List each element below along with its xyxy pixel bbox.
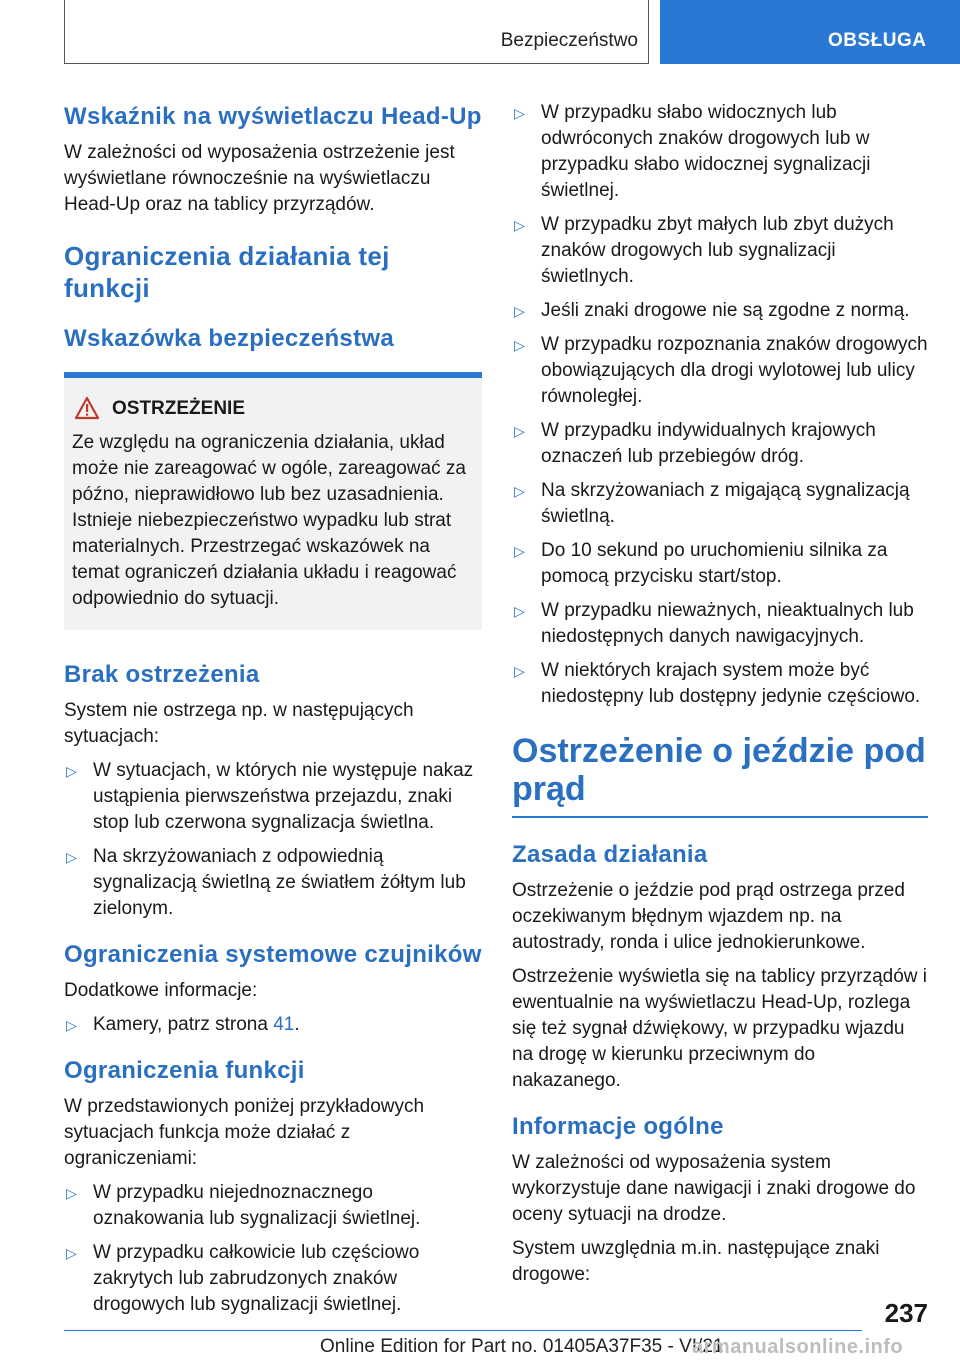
header-section-title: Bezpieczeństwo [500, 30, 638, 51]
list-item: ▷ Na skrzyżowaniach z odpowiednią sygnalizacją świetlną ze światłem żółtym lub zielonym. [66, 846, 466, 919]
list-item: ▷ Jeśli znaki drogowe nie są zgodne z normą. [512, 298, 928, 324]
heading-principle: Zasada działania [512, 841, 708, 868]
list-item: ▷ Do 10 sekund po uruchomieniu silnika za pomocą przycisku start/stop. [514, 540, 888, 587]
heading-headup: Wskaźnik na wyświetlaczu Head-Up [64, 103, 482, 130]
paragraph-sensors: Dodatkowe informacje: [64, 980, 258, 1001]
list-item: ▷ W przypadku nieważnych, nieaktualnych lub niedostępnych danych nawigacyjnych. [514, 600, 914, 647]
list-item: ▷ W sytuacjach, w których nie występuje nakaz ustąpienia pierwszeństwa przejazdu, znaki stop lub czerwona sygnalizacja świetlna. [66, 760, 474, 833]
list-item: ▷ W przypadku rozpoznania znaków drogowych obowiązujących dla drogi wylotowej lub ulicy równoległej. [514, 334, 928, 407]
heading-general: Informacje ogólne [512, 1113, 724, 1140]
paragraph-general-1: W zależności od wyposażenia system wykorzystuje dane nawigacji i znaki drogowe do oceny sytuacji na drodze. [512, 1152, 916, 1225]
list-item: ▷ W przypadku indywidualnych krajowych oznaczeń lub przebiegów dróg. [514, 420, 876, 467]
paragraph-general-2: System uwzględnia m.in. następujące znaki drogowe: [512, 1238, 880, 1285]
page-link-41[interactable]: 41 [273, 1014, 295, 1035]
heading-safety: Wskazówka bezpieczeństwa [64, 325, 394, 352]
footer-rule [64, 1330, 862, 1331]
list-sensors [64, 1012, 482, 1038]
bullet-triangle-icon: ▷ [514, 423, 525, 439]
chapter-title: Ostrzeżenie o jeździe pod prąd [512, 732, 926, 808]
heading-function-limits: Ograniczenia funkcji [64, 1057, 305, 1084]
heading-limits: Ograniczenia działania tej funkcji [64, 241, 390, 303]
bullet-triangle-icon: ▷ [514, 217, 525, 233]
heading-no-warning: Brak ostrzeżenia [64, 661, 260, 688]
list-no-warning [64, 758, 482, 922]
bullet-triangle-icon: ▷ [514, 337, 525, 353]
list-function-limits-left [64, 1180, 482, 1318]
warning-title [72, 396, 474, 422]
warning-text: Ze względu na ograniczenia działania, układ może nie zareagować w ogóle, zareagować za późno, nieprawidłowo lub bez uzasadnienia. Istnieje niebezpieczeństwo wypadku lub strat materialnych. Przestrzegać wskazówek na temat ograniczeń działania układu i reagować odpowiednio do sytuacji. [72, 432, 466, 609]
bullet-triangle-icon: ▷ [514, 303, 525, 319]
bullet-triangle-icon: ▷ [514, 105, 525, 121]
paragraph-no-warning: System nie ostrzega np. w następujących sytuacjach: [64, 700, 414, 747]
left-column [64, 100, 482, 1326]
right-column [512, 100, 928, 1296]
bullet-triangle-icon: ▷ [66, 763, 77, 779]
bullet-triangle-icon: ▷ [514, 663, 525, 679]
warning-title-text: OSTRZEŻENIE [112, 398, 246, 419]
bullet-triangle-icon: ▷ [514, 483, 525, 499]
page-number: 237 [884, 1298, 928, 1328]
list-item: ▷ W przypadku zbyt małych lub zbyt dużych znaków drogowych lub sygnalizacji świetlnych. [514, 214, 894, 287]
header-tab-label: OBSŁUGA [828, 30, 927, 51]
paragraph-principle-2: Ostrzeżenie wyświetla się na tablicy przyrządów i ewentualnie na wyświetlaczu Head-Up, rozlega się też sygnał dźwiękowy, w przypadku wjazdu na drogę w kierunku przeciwnym do nakazanego. [512, 966, 927, 1091]
bullet-triangle-icon: ▷ [514, 543, 525, 559]
list-item: ▷ W przypadku słabo widocznych lub odwróconych znaków drogowych lub w przypadku słabo widocznej sygnalizacji świetlnej. [514, 102, 871, 201]
list-item: ▷ W przypadku niejednoznacznego oznakowania lub sygnalizacji świetlnej. [66, 1182, 421, 1229]
list-function-limits-right [512, 100, 928, 710]
bullet-triangle-icon: ▷ [66, 1017, 77, 1033]
list-item: ▷ W niektórych krajach system może być niedostępny lub dostępny jedynie częściowo. [514, 660, 921, 707]
header-section-box [64, 0, 649, 64]
chapter-title-rule [512, 816, 928, 818]
list-item: ▷ Kamery, patrz strona 41. [64, 1012, 482, 1038]
warning-icon [74, 396, 100, 420]
paragraph-headup: W zależności od wyposażenia ostrzeżenie jest wyświetlane równocześnie na wyświetlaczu Head-Up oraz na tablicy przyrządów. [64, 142, 455, 215]
warning-box [64, 378, 482, 630]
bullet-triangle-icon: ▷ [66, 1185, 77, 1201]
paragraph-principle-1: Ostrzeżenie o jeździe pod prąd ostrzega przed oczekiwanym błędnym wjazdem np. na autostrady, ronda i ulice jednokierunkowe. [512, 880, 905, 953]
paragraph-function-limits: W przedstawionych poniżej przykładowych sytuacjach funkcja może działać z ograniczeniami: [64, 1096, 425, 1169]
header-tab-obsluga[interactable] [660, 0, 960, 64]
bullet-triangle-icon: ▷ [514, 603, 525, 619]
bullet-triangle-icon: ▷ [66, 1245, 77, 1261]
footer-edition: Online Edition for Part no. 01405A37F35 - VI/21 [320, 1336, 724, 1357]
list-item: ▷ W przypadku całkowicie lub częściowo zakrytych lub zabrudzonych znaków drogowych lub sygnalizacji świetlnej. [66, 1242, 420, 1315]
watermark: armanualsonline.info [692, 1336, 904, 1358]
list-item: ▷ Na skrzyżowaniach z migającą sygnalizacją świetlną. [514, 480, 910, 527]
heading-sensors: Ograniczenia systemowe czujników [64, 941, 482, 968]
bullet-triangle-icon: ▷ [66, 849, 77, 865]
